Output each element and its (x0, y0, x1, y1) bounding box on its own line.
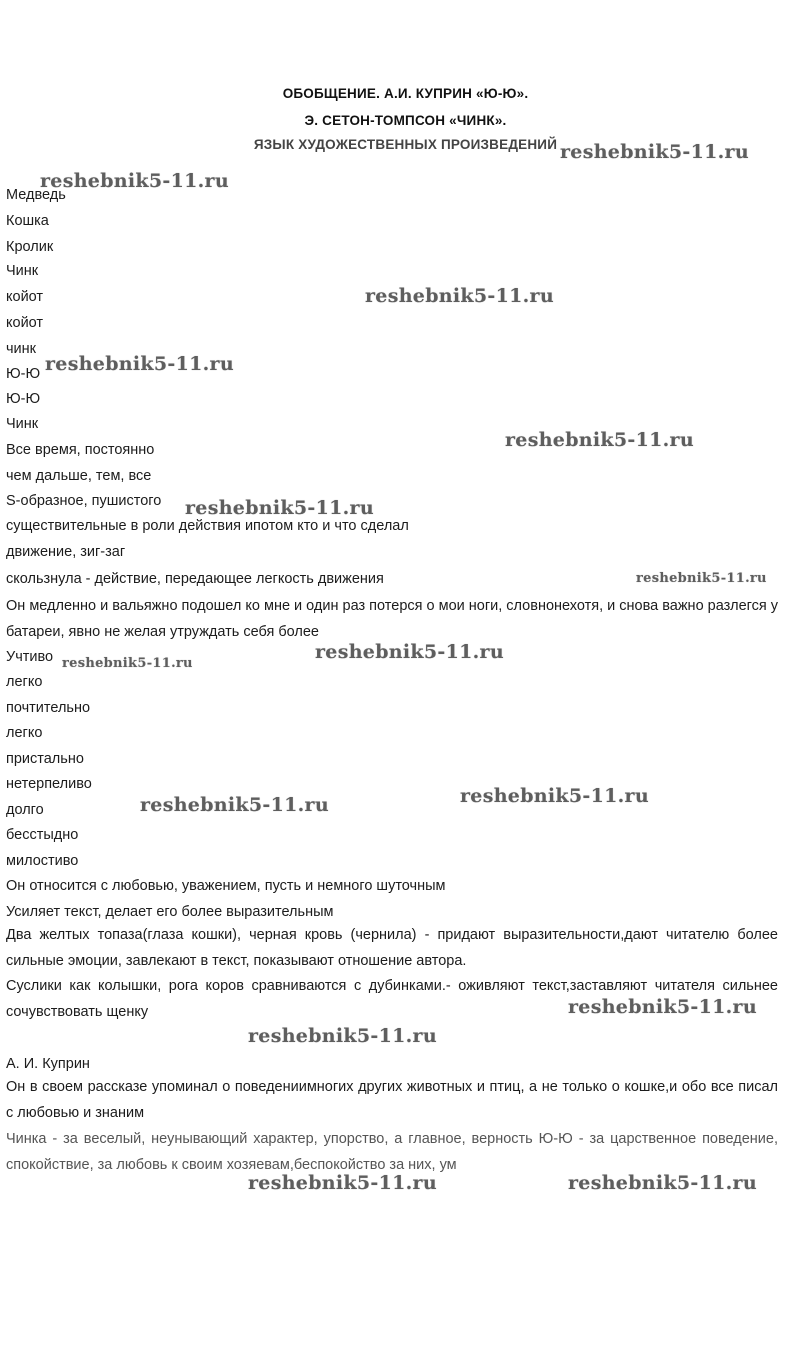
watermark: reshebnik5-11.ru (185, 497, 374, 519)
answer-line: чем дальше, тем, все (6, 468, 152, 484)
watermark: reshebnik5-11.ru (560, 141, 749, 163)
watermark: reshebnik5-11.ru (62, 656, 193, 671)
watermark: reshebnik5-11.ru (460, 785, 649, 807)
watermark: reshebnik5-11.ru (568, 1172, 757, 1194)
watermark: reshebnik5-11.ru (568, 996, 757, 1018)
answer-line: Кролик (6, 239, 54, 255)
answer-line: Кошка (6, 213, 49, 229)
adverb-line: легко (6, 725, 43, 741)
watermark: reshebnik5-11.ru (140, 794, 329, 816)
answer-line: Ю-Ю (6, 391, 41, 407)
answer-line: чинк (6, 341, 37, 357)
answer-line: койот (6, 289, 44, 305)
author-line: А. И. Куприн (6, 1056, 90, 1072)
heading-line-3: ЯЗЫК ХУДОЖЕСТВЕННЫХ ПРОИЗВЕДЕНИЙ (253, 137, 558, 152)
answer-line: S-образное, пушистого (6, 493, 162, 509)
heading-line-1: ОБОБЩЕНИЕ. А.И. КУПРИН «Ю-Ю». (282, 86, 529, 101)
answer-line: Чинк (6, 263, 39, 279)
answer-line: Ю-Ю (6, 366, 41, 382)
watermark: reshebnik5-11.ru (315, 641, 504, 663)
adverb-line: пристально (6, 751, 84, 767)
adverb-line: бесстыдно (6, 827, 79, 843)
effect-line: Усиляет текст, делает его более выразительным (6, 904, 334, 920)
answer-line: Все время, постоянно (6, 442, 155, 458)
adverb-line: Учтиво (6, 649, 54, 665)
answer-line: Медведь (6, 187, 66, 203)
attitude-line: Он относится с любовью, уважением, пусть и немного шуточным (6, 878, 446, 894)
watermark: reshebnik5-11.ru (505, 429, 694, 451)
paragraph-cat-description: Он медленно и вальяжно подошел ко мне и один раз потерся о мои ноги, словнонехотя, и снова важно разлегся у батареи, явно не желая утруждать себя более (6, 598, 778, 640)
heading-line-2: Э. СЕТОН-ТОМПСОН «ЧИНК». (304, 113, 507, 128)
adverb-line: долго (6, 802, 44, 818)
adverb-line: нетерпеливо (6, 776, 92, 792)
paragraph-topaz: Два желтых топаза(глаза кошки), черная кровь (чернила) - придают выразительности,дают читателю более сильные эмоции, завлекают в текст, показывают отношение автора. (6, 927, 778, 969)
answer-line: скользнула - действие, передающее легкость движения (6, 571, 384, 587)
paragraph-gophers: Суслики как колышки, рога коров сравниваются с дубинками.- оживляют текст,заставляют читателя сильнее сочувствовать щенку (6, 978, 778, 1020)
watermark: reshebnik5-11.ru (40, 170, 229, 192)
watermark: reshebnik5-11.ru (365, 285, 554, 307)
adverb-line: милостиво (6, 853, 79, 869)
answer-line: существительные в роли действия ипотом кто и что сделал (6, 518, 409, 534)
adverb-line: почтительно (6, 700, 91, 716)
answer-line: койот (6, 315, 44, 331)
watermark: reshebnik5-11.ru (248, 1025, 437, 1047)
answer-line: Чинк (6, 416, 39, 432)
watermark: reshebnik5-11.ru (248, 1172, 437, 1194)
paragraph-characters: Чинка - за веселый, неунывающий характер, упорство, а главное, верность Ю-Ю - за царственное поведение, спокойствие, за любовь к своим хозяевам,беспокойство за них, ум (6, 1131, 778, 1173)
watermark: reshebnik5-11.ru (45, 353, 234, 375)
watermark: reshebnik5-11.ru (636, 571, 767, 586)
adverb-line: легко (6, 674, 43, 690)
answer-line: движение, зиг-заг (6, 544, 126, 560)
paragraph-kuprin: Он в своем рассказе упоминал о поведениимногих других животных и птиц, а не только о кошке,и обо все писал с любовью и знаним (6, 1079, 778, 1121)
